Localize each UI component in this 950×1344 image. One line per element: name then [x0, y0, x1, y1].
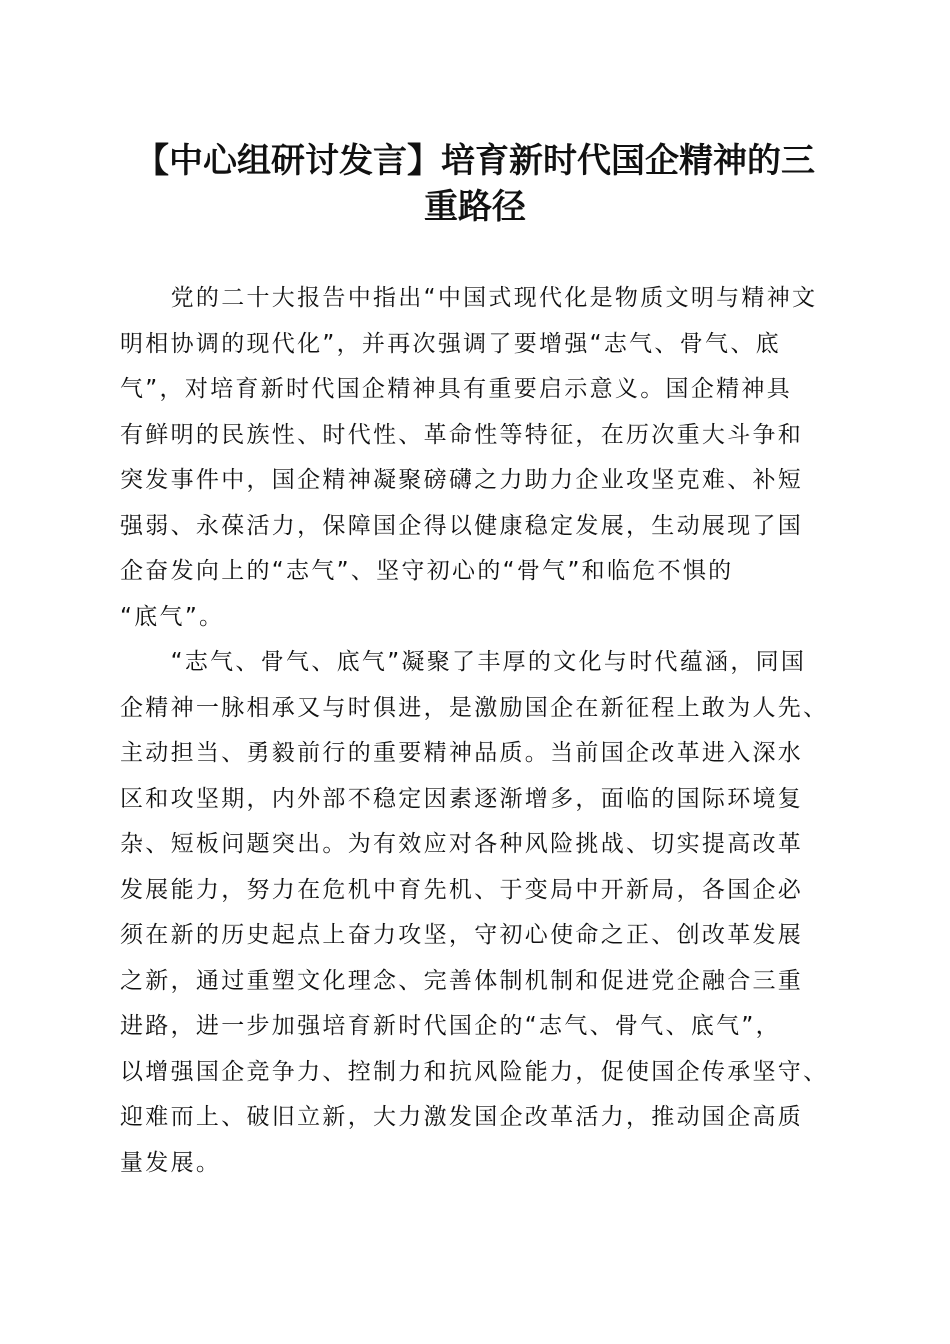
paragraph-2-line-9: 进路，进一步加强培育新时代国企的“志气、骨气、底气”， — [120, 1013, 781, 1039]
paragraph-1 — [120, 276, 840, 640]
paragraph-2-line-5: 杂、短板问题突出。为有效应对各种风险挑战、切实提高改革 — [120, 831, 804, 857]
paragraph-1-line-6: 强弱、永葆活力，保障国企得以健康稳定发展，生动展现了国 — [120, 512, 804, 539]
paragraph-2-line-8: 之新，通过重塑文化理念、完善体制机制和促进党企融合三重 — [120, 967, 804, 994]
title-line-2: 重路径 — [424, 187, 526, 227]
paragraph-1-line-3: 气”，对培育新时代国企精神具有重要启示意义。国企精神具 — [120, 376, 793, 402]
paragraph-1-line-4: 有鲜明的民族性、时代性、革命性等特征，在历次重大斗争和 — [120, 421, 804, 448]
paragraph-2-line-6: 发展能力，努力在危机中育先机、于变局中开新局，各国企必 — [120, 876, 804, 903]
paragraph-2-line-4: 区和攻坚期，内外部不稳定因素逐渐增多，面临的国际环境复 — [120, 785, 804, 812]
paragraph-2-line-1: “志气、骨气、底气”凝聚了丰厚的文化与时代蕴涵，同国 — [120, 649, 807, 675]
paragraph-1-line-7: 企奋发向上的“志气”、坚守初心的“骨气”和临危不惧的 — [120, 558, 734, 584]
paragraph-2-line-11: 迎难而上、破旧立新，大力激发国企改革活力，推动国企高质 — [120, 1104, 804, 1130]
paragraph-2-line-3: 主动担当、勇毅前行的重要精神品质。当前国企改革进入深水 — [120, 740, 804, 766]
title-line-1: 【中心组研讨发言】培育新时代国企精神的三 — [135, 141, 815, 181]
paragraph-1-line-2: 明相协调的现代化”，并再次强调了要增强“志气、骨气、底 — [120, 330, 781, 357]
paragraph-2-line-12: 量发展。 — [120, 1149, 222, 1176]
paragraph-2-line-7: 须在新的历史起点上奋力攻坚，守初心使命之正、创改革发展 — [120, 922, 804, 948]
paragraph-2-line-10: 以增强国企竞争力、控制力和抗风险能力，促使国企传承坚守、 — [120, 1058, 829, 1085]
paragraph-1-line-5: 突发事件中，国企精神凝聚磅礴之力助力企业攻坚克难、补短 — [120, 467, 804, 493]
paragraph-2-line-2: 企精神一脉相承又与时俱进，是激励国企在新征程上敢为人先、 — [120, 694, 829, 721]
paragraph-2 — [120, 640, 840, 1186]
document-title — [120, 138, 830, 230]
paragraph-1-line-1: 党的二十大报告中指出“中国式现代化是物质文明与精神文 — [120, 285, 818, 311]
paragraph-1-line-8: “底气”。 — [120, 603, 225, 630]
document-body — [120, 276, 840, 1186]
